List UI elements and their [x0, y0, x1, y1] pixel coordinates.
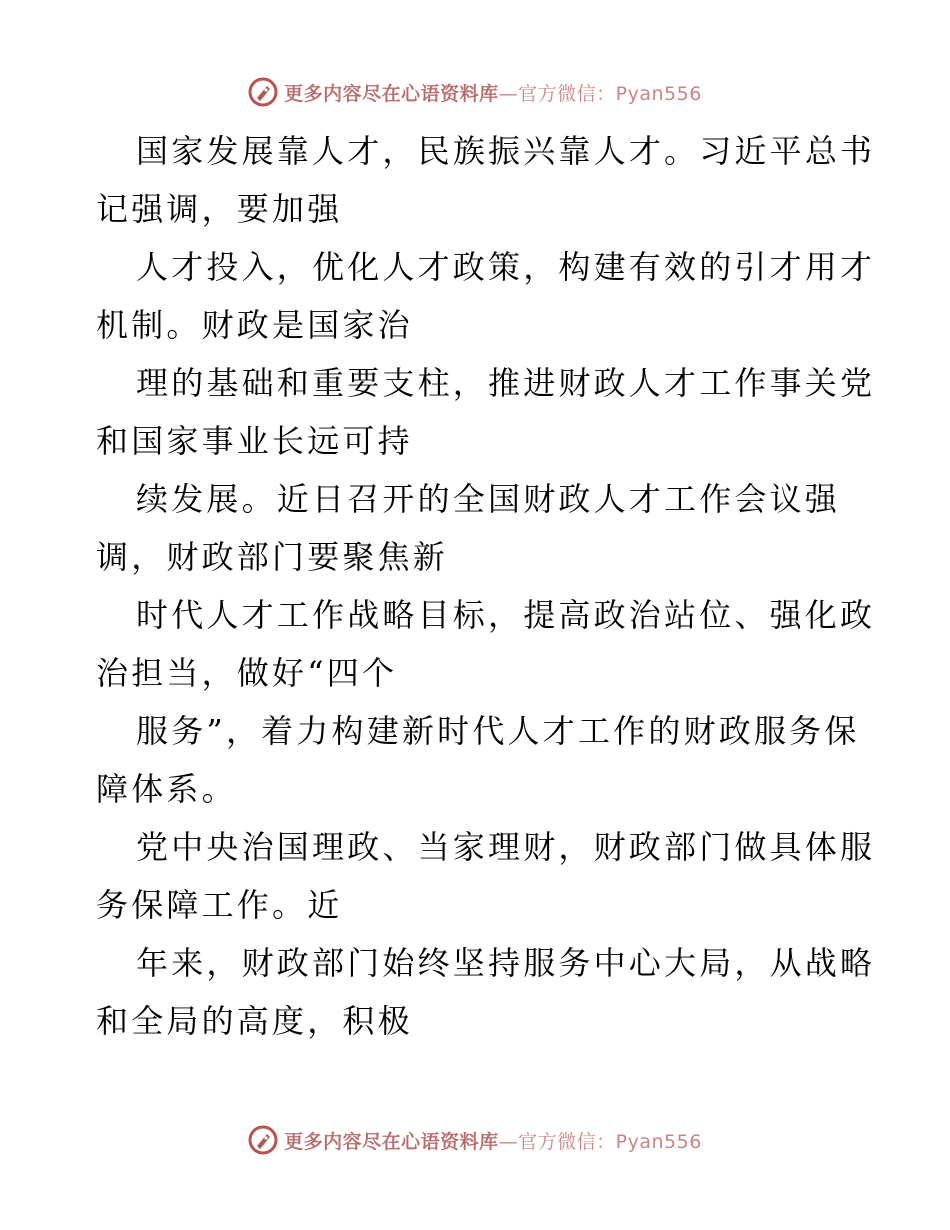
- paragraph-line: 党中央治国理政、当家理财，财政部门做具体服: [136, 828, 876, 866]
- paragraph-3: [96, 354, 876, 470]
- document-body: [96, 122, 876, 1050]
- paragraph-line: 人才投入，优化人才政策，构建有效的引才用才: [136, 248, 876, 286]
- pen-nib-logo-icon: [248, 77, 278, 107]
- paragraph-line: 续发展。近日召开的全国财政人才工作会议强: [136, 480, 841, 518]
- footer-separator: —: [498, 1130, 519, 1153]
- paragraph-line: 服务”，着力构建新时代人才工作的财政服务保: [136, 712, 860, 750]
- footer-brand-text: 更多内容尽在心语资料库: [284, 1130, 499, 1153]
- header-banner-text: [284, 79, 702, 106]
- paragraph-line: 机制。财政是国家治: [96, 306, 413, 344]
- paragraph-line: 时代人才工作战略目标，提高政治站位、强化政: [136, 596, 876, 634]
- paragraph-line: 和全局的高度，积极: [96, 1002, 413, 1040]
- paragraph-line: 调，财政部门要聚焦新: [96, 538, 449, 576]
- paragraph-line-text: 人才，民族振兴靠人才。习近平总书: [312, 132, 876, 170]
- paragraph-2: [96, 238, 876, 354]
- paragraph-line: [96, 122, 876, 180]
- header-separator: —: [498, 82, 519, 105]
- header-wechat-text: 官方微信：Pyan556: [518, 82, 702, 105]
- paragraph-4: [96, 470, 856, 586]
- paragraph-6: [96, 702, 860, 818]
- paragraph-line: 治担当，做好“四个: [96, 654, 398, 692]
- paragraph-line: 理的基础和重要支柱，推进财政人才工作事关党: [136, 364, 876, 402]
- paragraph-1: [96, 122, 876, 238]
- paragraph-8: [96, 934, 876, 1050]
- header-brand-text: 更多内容尽在心语资料库: [284, 82, 499, 105]
- paragraph-line: 和国家事业长远可持: [96, 422, 413, 460]
- footer-banner: [0, 1120, 950, 1160]
- paragraph-line: 记强调，要加强: [96, 190, 343, 228]
- paragraph-line: 年来，财政部门始终坚持服务中心大局，从战略: [136, 944, 876, 982]
- paragraph-5: [96, 586, 876, 702]
- paragraph-line: 障体系。: [96, 770, 237, 808]
- paragraph-7: [96, 818, 876, 934]
- pen-nib-logo-icon: [248, 1125, 278, 1155]
- paragraph-prefix: 国家发展靠: [136, 132, 313, 170]
- paragraph-line: 务保障工作。近: [96, 886, 343, 924]
- footer-wechat-text: 官方微信：Pyan556: [518, 1130, 702, 1153]
- header-banner: [0, 72, 950, 112]
- footer-banner-text: [284, 1127, 702, 1154]
